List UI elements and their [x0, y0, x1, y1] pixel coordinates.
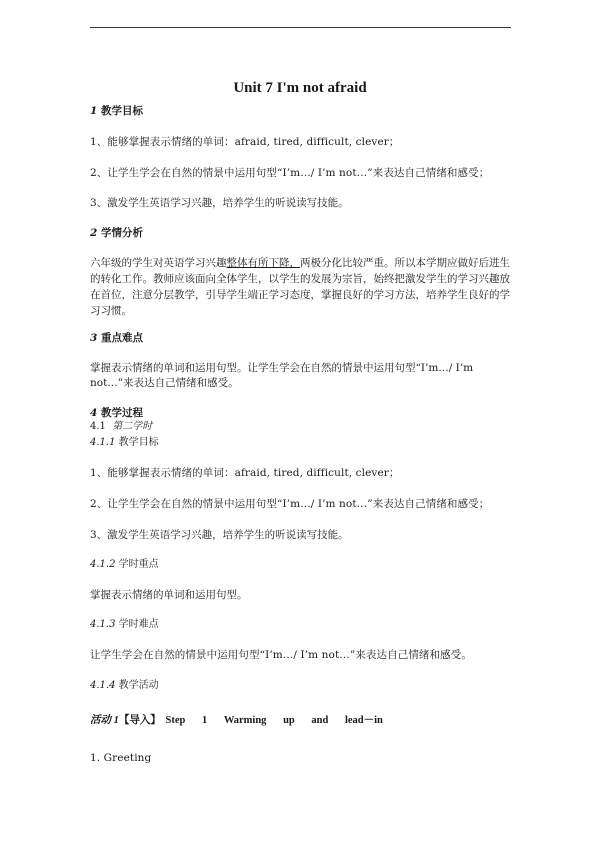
section-3-number: 3: [90, 332, 98, 344]
subsection-4-1-3-number: 4.1.3: [90, 619, 116, 630]
s2-line-1: [90, 256, 510, 270]
activity-word-5: and: [311, 715, 329, 726]
section-2-number: 2: [90, 227, 98, 239]
s3-line-1: 掌握表示情绪的单词和运用句型。让学生学会在自然的情景中运用句型“I’m…/ I’m: [90, 362, 474, 374]
section-1-number: 1: [90, 105, 98, 117]
s2-line-3: 在首位，注意分层教学，引导学生端正学习态度，掌握良好的学习方法，培养学生良好的学: [90, 289, 510, 301]
greeting-line: 1. Greeting: [90, 752, 152, 764]
subsection-4-1-label: 第二学时: [112, 421, 153, 432]
s2-line-4: 习习惯。: [90, 305, 132, 317]
header-rule: [90, 27, 511, 28]
subsection-4-1-2: [90, 558, 159, 572]
s4-item-2: 2、让学生学会在自然的情景中运用句型“I’m…/ I’m not…”来表达自己情绪和感受；: [90, 498, 490, 510]
section-2-heading: [90, 226, 143, 240]
subsection-4-1-3-label: 学时难点: [118, 619, 159, 630]
section-1-title: 教学目标: [100, 105, 143, 117]
subsection-4-1-4-label: 教学活动: [118, 680, 159, 691]
subsection-4-1-1-number: 4.1.1: [90, 437, 116, 448]
subsection-4-1-2-label: 学时重点: [118, 559, 159, 570]
s1-item-3: 3、激发学生英语学习兴趣，培养学生的听说读写技能。: [90, 197, 349, 209]
subsection-4-1-3: [90, 618, 159, 632]
activity-word-3: Warming: [223, 715, 267, 726]
s1-item-1: 1、能够掌握表示情绪的单词：afraid, tired, difficult, clever；: [90, 136, 400, 148]
s2-line-1-after: 两极分化比较严重。所以本学期应做好后进生: [300, 257, 510, 269]
subsection-4-1-4: [90, 679, 159, 693]
activity-word-6: lead－in: [344, 715, 383, 726]
s4-item-3: 3、激发学生英语学习兴趣，培养学生的听说读写技能。: [90, 529, 349, 541]
section-1-heading: [90, 104, 143, 118]
activity-1-heading: [90, 714, 383, 728]
subsection-4-1-1: [90, 436, 159, 450]
section-2-title: 学情分析: [100, 227, 143, 239]
s2-line-2: 的转化工作。教师应该面向全体学生，以学生的发展为宗旨，始终把激发学生的学习兴趣放: [90, 273, 510, 285]
s1-item-2: 2、让学生学会在自然的情景中运用句型“I’m…/ I’m not…”来表达自己情绪和感受；: [90, 167, 490, 179]
s2-line-1-underlined: 整体有所下降，: [226, 257, 300, 269]
section-4-heading: [90, 406, 143, 420]
activity-label: 活动 1: [90, 715, 119, 726]
activity-word-4: up: [283, 715, 295, 726]
section-4-title: 教学过程: [100, 407, 143, 419]
section-4-number: 4: [90, 407, 98, 419]
activity-word-1: Step: [165, 715, 186, 726]
subsection-4-1-3-text: 让学生学会在自然的情景中运用句型“I’m…/ I’m not…”来表达自己情绪和感受。: [90, 649, 472, 661]
subsection-4-1: [90, 420, 152, 434]
subsection-4-1-number: 4.1: [90, 421, 106, 432]
s2-line-1-before: 六年级的学生对英语学习兴趣: [90, 257, 227, 269]
section-3-heading: [90, 331, 143, 345]
s3-line-2: not…”来表达自己情绪和感受。: [90, 377, 239, 389]
activity-tag: 【导入】: [118, 715, 161, 726]
section-3-title: 重点难点: [100, 332, 143, 344]
activity-word-2: 1: [201, 715, 208, 726]
subsection-4-1-2-number: 4.1.2: [90, 559, 116, 570]
s4-item-1: 1、能够掌握表示情绪的单词：afraid, tired, difficult, clever；: [90, 467, 400, 479]
subsection-4-1-1-label: 教学目标: [118, 437, 159, 448]
page-title: Unit 7 I'm not afraid: [233, 80, 367, 96]
subsection-4-1-4-number: 4.1.4: [90, 680, 116, 691]
subsection-4-1-2-text: 掌握表示情绪的单词和运用句型。: [90, 589, 248, 601]
